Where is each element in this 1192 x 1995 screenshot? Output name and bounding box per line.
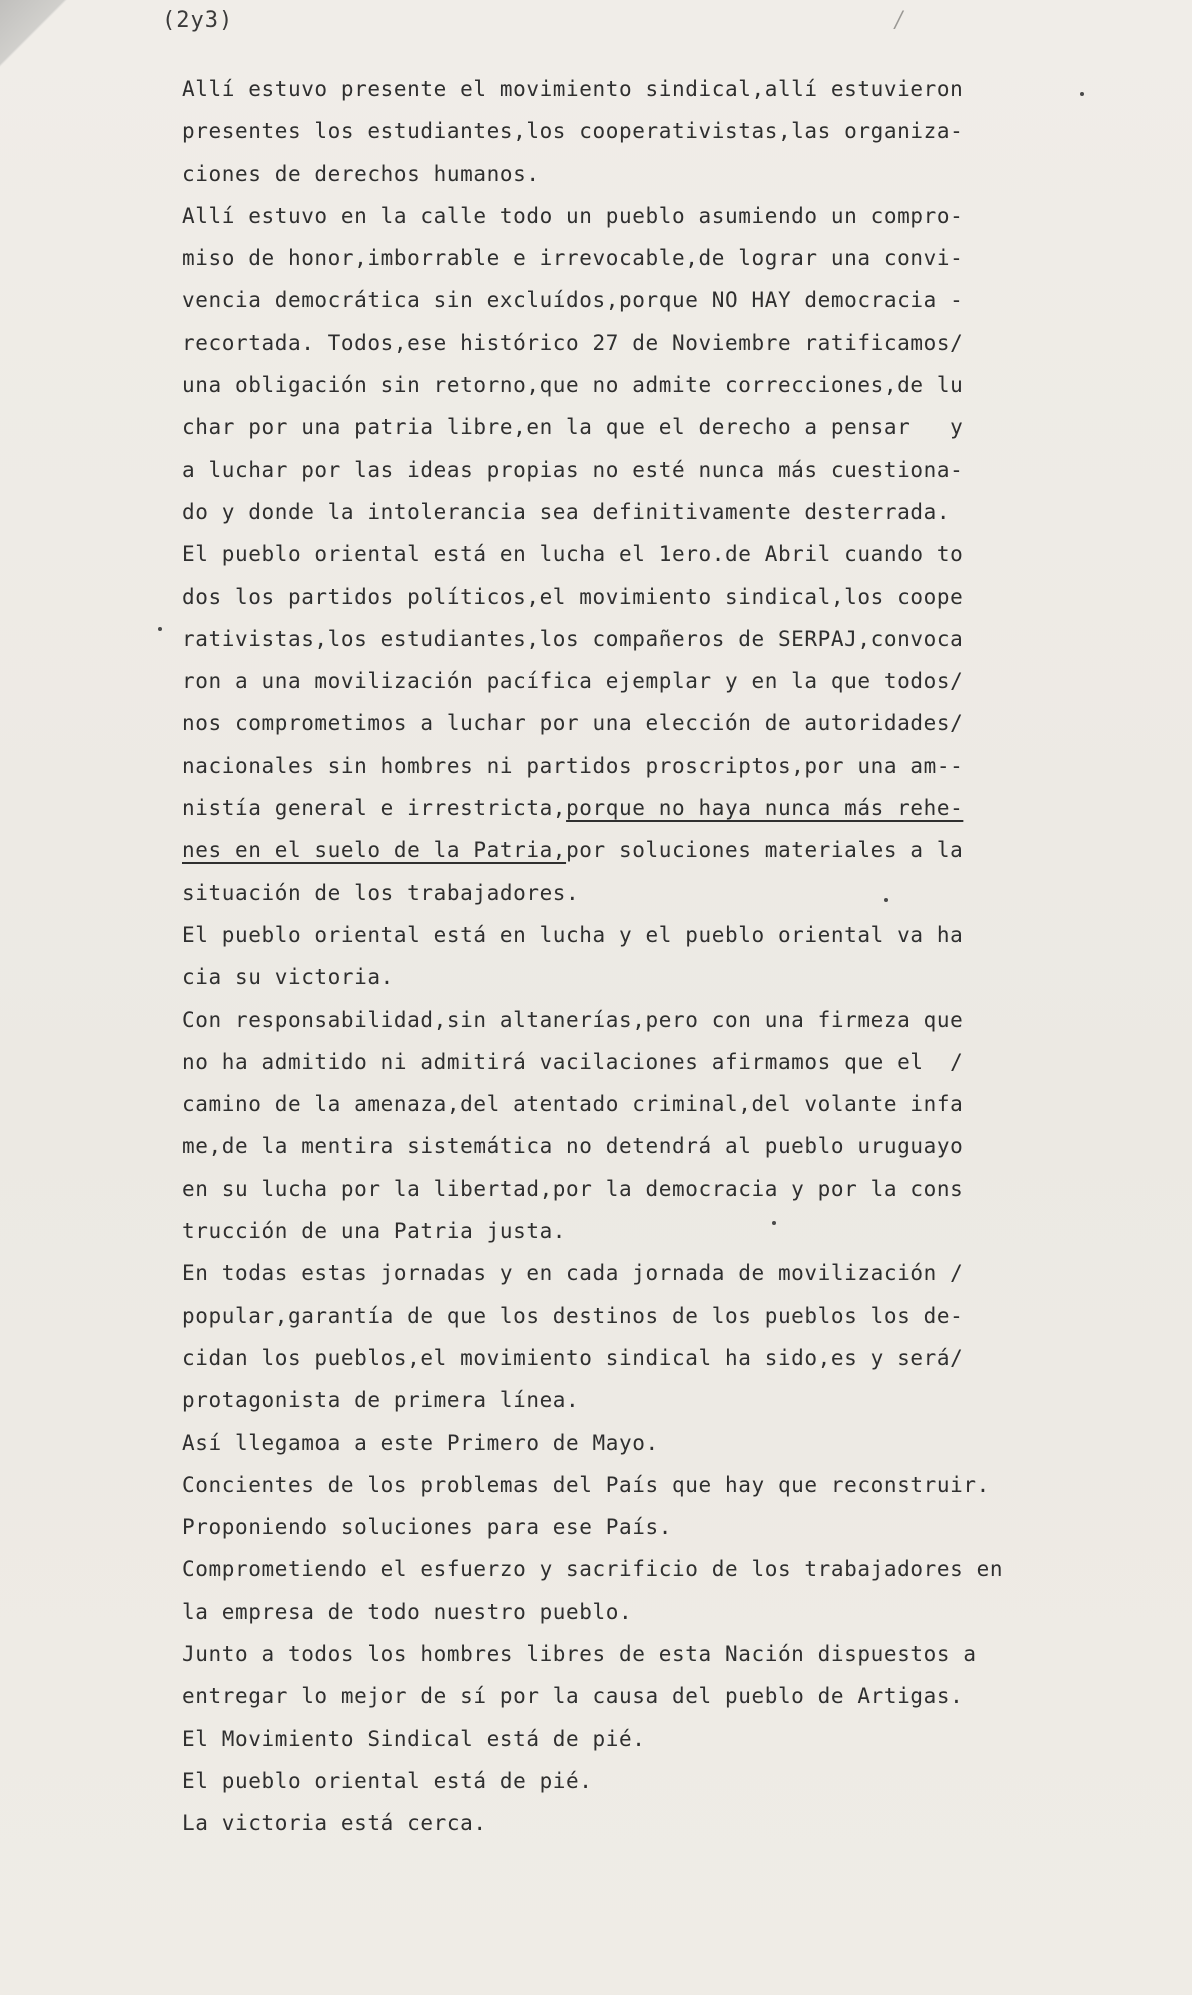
text-line-mixed <box>182 829 1082 871</box>
text-line: Allí estuvo en la calle todo un pueblo asumiendo un compro- <box>182 203 964 228</box>
text-line: Allí estuvo presente el movimiento sindical,allí estuvieron <box>182 77 964 101</box>
text-line: Junto a todos los hombres libres de esta Nación dispuestos a <box>182 1641 977 1666</box>
text-line: dos los partidos políticos,el movimiento sindical,los coope <box>182 584 964 609</box>
text-line: a luchar por las ideas propias no esté nunca más cuestiona- <box>182 457 964 482</box>
text-line: cia su victoria. <box>182 965 394 990</box>
underlined-text-segment: nes en el suelo de la Patria, <box>182 838 567 863</box>
folded-corner <box>0 0 120 120</box>
page-number: (2y3) <box>162 8 234 33</box>
paper-speck <box>884 898 888 902</box>
text-line: Proponiendo soluciones para ese País. <box>182 1515 672 1540</box>
text-line: ciones de derechos humanos. <box>182 161 540 186</box>
corner-mark: / <box>895 8 903 33</box>
text-line: protagonista de primera línea. <box>182 1388 580 1413</box>
text-line: El pueblo oriental está de pié. <box>182 1768 593 1793</box>
text-line: entregar lo mejor de sí por la causa del pueblo de Artigas. <box>182 1684 964 1709</box>
text-line: nacionales sin hombres ni partidos proscriptos,por una am-- <box>182 753 964 778</box>
text-line: popular,garantía de que los destinos de los pueblos los de- <box>182 1303 964 1328</box>
text-segment: nistía general e irrestricta, <box>182 796 567 821</box>
text-line: Comprometiendo el esfuerzo y sacrificio de los trabajadores en <box>182 1557 1004 1582</box>
text-line: nos comprometimos a luchar por una elección de autoridades/ <box>182 711 964 736</box>
text-line: Concientes de los problemas del País que hay que reconstruir. <box>182 1472 990 1497</box>
text-line-mixed <box>182 787 1082 829</box>
text-segment: por soluciones materiales a la <box>566 838 964 863</box>
paper-speck <box>158 627 162 631</box>
text-line: miso de honor,imborrable e irrevocable,de lograr una convi- <box>182 246 964 271</box>
text-line: en su lucha por la libertad,por la democracia y por la cons <box>182 1176 964 1201</box>
text-line: presentes los estudiantes,los cooperativistas,las organiza- <box>182 119 964 144</box>
text-line: En todas estas jornadas y en cada jornada de movilización / <box>182 1261 964 1286</box>
paper-speck <box>772 1221 776 1225</box>
text-line: El pueblo oriental está en lucha y el pueblo oriental va ha <box>182 922 964 947</box>
typed-text-body <box>182 68 1082 1844</box>
text-line: camino de la amenaza,del atentado criminal,del volante infa <box>182 1092 964 1117</box>
text-line: Con responsabilidad,sin altanerías,pero con una firmeza que <box>182 1007 964 1032</box>
text-line: do y donde la intolerancia sea definitivamente desterrada. <box>182 499 951 524</box>
text-line: una obligación sin retorno,que no admite correcciones,de lu <box>182 373 964 398</box>
text-line: me,de la mentira sistemática no detendrá al pueblo uruguayo <box>182 1134 964 1159</box>
text-line: cidan los pueblos,el movimiento sindical ha sido,es y será/ <box>182 1345 964 1370</box>
text-line: char por una patria libre,en la que el derecho a pensar y <box>182 415 964 440</box>
text-line: El pueblo oriental está en lucha el 1ero.de Abril cuando to <box>182 542 964 567</box>
text-line: recortada. Todos,ese histórico 27 de Noviembre ratificamos/ <box>182 330 964 355</box>
text-line: vencia democrática sin excluídos,porque NO HAY democracia - <box>182 288 964 313</box>
text-line: la empresa de todo nuestro pueblo. <box>182 1599 633 1624</box>
text-line: La victoria está cerca. <box>182 1811 487 1836</box>
text-line: El Movimiento Sindical está de pié. <box>182 1726 646 1751</box>
text-line: situación de los trabajadores. <box>182 880 580 905</box>
text-line: no ha admitido ni admitirá vacilaciones afirmamos que el / <box>182 1049 964 1074</box>
text-line: Así llegamoa a este Primero de Mayo. <box>182 1430 659 1455</box>
text-line: trucción de una Patria justa. <box>182 1219 567 1244</box>
text-line: rativistas,los estudiantes,los compañeros de SERPAJ,convoca <box>182 626 964 651</box>
underlined-text-segment: porque no haya nunca más rehe- <box>566 796 964 821</box>
paper-speck <box>1080 92 1084 96</box>
text-line: ron a una movilización pacífica ejemplar y en la que todos/ <box>182 669 964 694</box>
